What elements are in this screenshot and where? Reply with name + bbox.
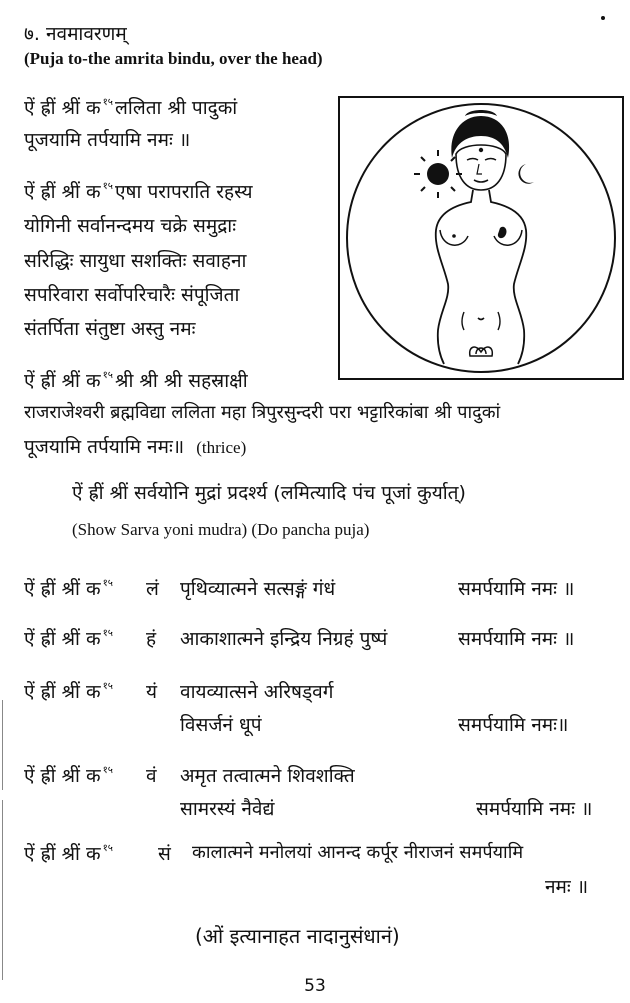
puja-bija: सं xyxy=(158,843,171,865)
puja-end: समर्पयामि नमः ॥ xyxy=(458,578,575,600)
puja-prefix: ऐं ह्रीं श्रीं क xyxy=(24,578,101,600)
puja-prefix: ऐं ह्रीं श्रीं क xyxy=(24,765,101,787)
superscript: १५ xyxy=(102,370,114,381)
mantra-prefix: ऐं ह्रीं श्रीं क xyxy=(24,181,101,203)
bindi xyxy=(479,148,483,152)
mantra-2-line-5: संतर्पिता संतुष्टा अस्तु नमः xyxy=(24,318,196,340)
mantra-text: पूजयामि तर्पयामि नमः॥ xyxy=(24,436,185,458)
puja-prefix: ऐं ह्रीं श्रीं क xyxy=(24,843,101,865)
lips xyxy=(474,180,488,182)
superscript: १५ xyxy=(102,97,114,108)
puja-text-2: विसर्जनं धूपं xyxy=(180,714,262,736)
nipple xyxy=(452,234,456,238)
puja-text: अमृत तत्वात्मने शिवशक्ति xyxy=(180,765,355,787)
puja-text: पृथिव्यात्मने सत्सङ्गं गंधं xyxy=(180,578,336,600)
puja-text: वायव्यात्सने अरिषड्वर्ग xyxy=(180,681,334,703)
section-subtitle: (Puja to-the amrita bindu, over the head) xyxy=(24,49,323,68)
mudra-english: (Show Sarva yoni mudra) (Do pancha puja) xyxy=(72,520,370,539)
corner-mark xyxy=(601,16,605,20)
puja-row-5 xyxy=(24,840,115,866)
mantra-3-line-1 xyxy=(24,367,248,393)
illustration-svg xyxy=(340,98,622,378)
puja-bija: लं xyxy=(146,578,159,600)
puja-prefix: ऐं ह्रीं श्रीं क xyxy=(24,628,101,650)
closing-line: (ओं इत्यानाहत नादानुसंधानं) xyxy=(195,924,400,948)
section-heading: ७. नवमावरणम् xyxy=(24,23,127,45)
waist-line xyxy=(498,312,500,330)
mantra-text: श्री श्री श्री सहस्राक्षी xyxy=(115,370,248,392)
mantra-1-line-1 xyxy=(24,94,237,120)
mantra-1-line-2: पूजयामि तर्पयामि नमः ॥ xyxy=(24,129,191,151)
hair-bun xyxy=(465,110,497,116)
sun-icon xyxy=(414,150,462,198)
nose xyxy=(477,164,482,174)
moon-icon xyxy=(518,164,534,184)
breast-right xyxy=(494,230,522,245)
navel xyxy=(478,318,484,320)
puja-bija: यं xyxy=(146,681,158,703)
page-number: 53 xyxy=(304,976,326,996)
mantra-prefix: ऐं ह्रीं श्रीं क xyxy=(24,370,101,392)
superscript: १५ xyxy=(102,843,114,854)
mantra-3-line-3 xyxy=(24,433,246,459)
outer-circle xyxy=(347,104,615,372)
puja-end: नमः ॥ xyxy=(545,876,589,898)
puja-end: समर्पयामि नमः ॥ xyxy=(458,628,575,650)
eye xyxy=(485,159,496,161)
mantra-2-line-1 xyxy=(24,178,253,204)
puja-row-1 xyxy=(24,575,115,601)
body-left-outline xyxy=(436,190,473,364)
mantra-3-line-2: राजराजेश्वरी ब्रह्मविद्या ललिता महा त्रिपुरसुन्दरी परा भट्टारिकांबा श्री पादुकां xyxy=(24,402,501,423)
superscript: १५ xyxy=(102,628,114,639)
devi-amrita-bindu-illustration xyxy=(338,96,624,380)
superscript: १५ xyxy=(102,578,114,589)
puja-prefix: ऐं ह्रीं श्रीं क xyxy=(24,681,101,703)
mudra-line: ऐं ह्रीं श्रीं सर्वयोनि मुद्रां प्रदर्श्य (लमित्यादि पंच पूजां कुर्यात्) xyxy=(72,482,466,504)
mantra-2-line-3: सरिद्धिः सायुधा सशक्तिः सवाहना xyxy=(24,250,247,272)
mantra-text: एषा परापराति रहस्य xyxy=(115,181,253,203)
puja-bija: हं xyxy=(146,628,157,650)
eye xyxy=(467,159,478,161)
mantra-2-line-4: सपरिवारा सर्वोपरिचारैः संपूजिता xyxy=(24,284,240,306)
waist-line xyxy=(462,312,464,330)
body-right-outline xyxy=(489,190,526,364)
puja-end: समर्पयामि नमः ॥ xyxy=(476,798,593,820)
superscript: १५ xyxy=(102,681,114,692)
scan-edge-mark xyxy=(2,800,3,980)
lotus-icon xyxy=(470,347,493,356)
mantra-prefix: ऐं ह्रीं श्रीं क xyxy=(24,97,101,119)
puja-row-4 xyxy=(24,762,115,788)
puja-bija: वं xyxy=(146,765,157,787)
mantra-2-line-2: योगिनी सर्वानन्दमय चक्रे समुद्राः xyxy=(24,215,237,237)
puja-row-2 xyxy=(24,625,115,651)
scan-edge-mark xyxy=(2,700,3,790)
superscript: १५ xyxy=(102,181,114,192)
puja-text-2: सामरस्यं नैवेद्यं xyxy=(180,798,275,820)
mantra-text: ललिता श्री पादुकां xyxy=(115,97,238,119)
puja-end: समर्पयामि नमः॥ xyxy=(458,714,569,736)
puja-text: आकाशात्मने इन्द्रिय निग्रहं पुष्पं xyxy=(180,628,388,650)
thrice-note: (thrice) xyxy=(196,438,247,457)
superscript: १५ xyxy=(102,765,114,776)
puja-row-3 xyxy=(24,678,115,704)
puja-text: कालात्मने मनोलयां आनन्द कर्पूर नीराजनं समर्पयामि xyxy=(192,842,524,863)
mark xyxy=(498,227,507,238)
